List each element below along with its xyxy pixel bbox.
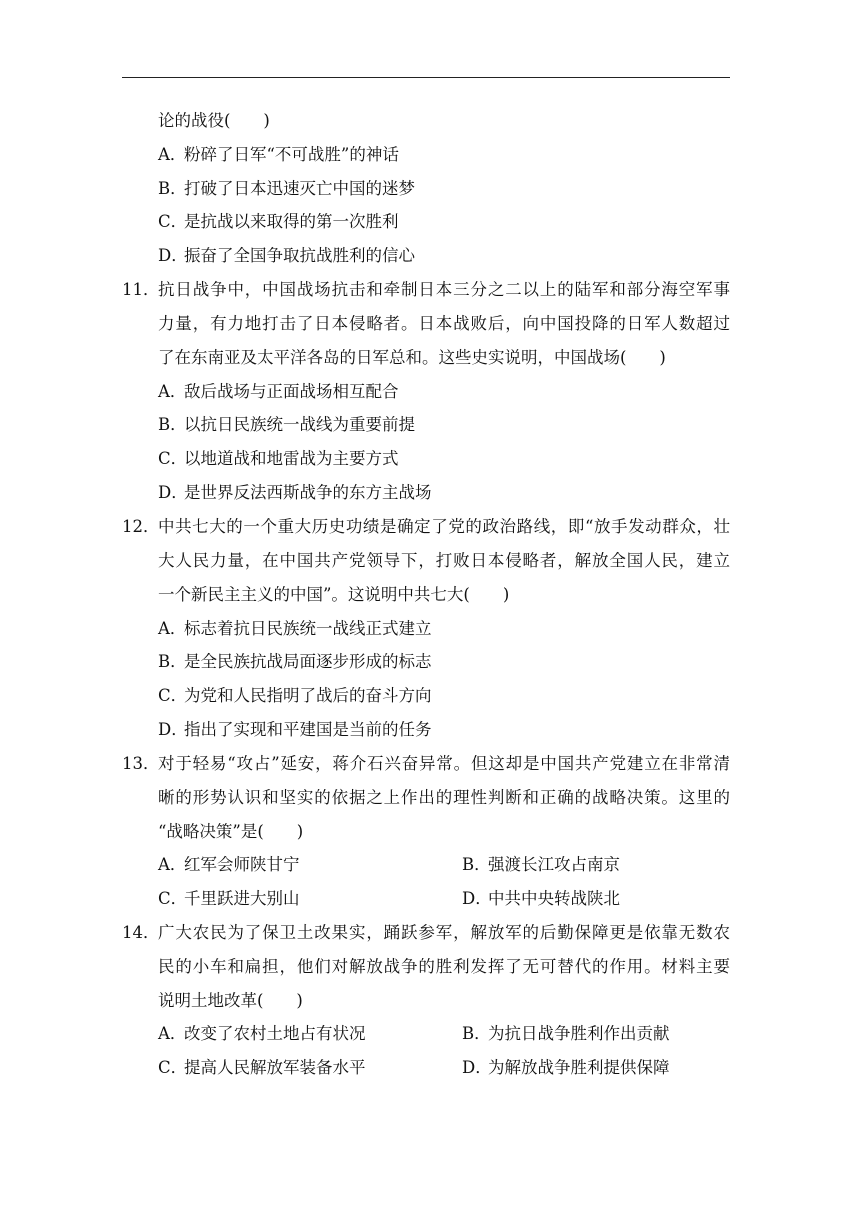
option-letter: C． (158, 686, 188, 705)
option-text: 打破了日本迅速灭亡中国的迷梦 (184, 179, 415, 198)
q13-option-d (462, 888, 620, 910)
q10-option-b (158, 178, 415, 200)
option-text: 以地道战和地雷战为主要方式 (184, 449, 399, 468)
option-text: 振奋了全国争取抗战胜利的信心 (184, 246, 415, 265)
q14-option-c (158, 1057, 366, 1079)
option-letter: A． (158, 1024, 187, 1043)
option-letter: A． (158, 382, 187, 401)
option-text: 以抗日民族统一战线为重要前提 (184, 415, 415, 434)
q13-option-a (158, 854, 300, 876)
option-text: 强渡长江攻占南京 (488, 855, 620, 874)
option-text: 改变了农村土地占有状况 (184, 1024, 366, 1043)
q14-option-a (158, 1023, 366, 1045)
q10-option-c (158, 211, 399, 233)
q11-option-b (158, 414, 415, 436)
q12-option-a (158, 618, 432, 640)
q11-option-c (158, 448, 399, 470)
option-letter: A． (158, 145, 187, 164)
option-letter: A． (158, 855, 187, 874)
q10-continuation: 论的战役( ) (158, 111, 270, 130)
q14-stem-line: 广大农民为了保卫土改果实，踊跃参军，解放军的后勤保障更是依靠无数农 (158, 923, 730, 942)
option-letter: B． (158, 415, 187, 434)
option-letter: A． (158, 619, 187, 638)
option-text: 粉碎了日军“不可战胜”的神话 (184, 145, 399, 164)
q10-option-d (158, 245, 415, 267)
q14-option-d (462, 1057, 670, 1079)
q13-option-b (462, 854, 620, 876)
q12-option-b (158, 651, 432, 673)
q13-stem-line: 对于轻易“攻占”延安，蒋介石兴奋异常。但这却是中国共产党建立在非常清 (158, 754, 730, 773)
q13-number: 13． (122, 754, 160, 773)
q10-option-a (158, 144, 399, 166)
q12-stem-line: 中共七大的一个重大历史功绩是确定了党的政治路线，即“放手发动群众，壮 (158, 517, 730, 536)
option-letter: C． (158, 889, 188, 908)
option-letter: D． (158, 483, 188, 502)
option-letter: C． (158, 212, 188, 231)
option-text: 标志着抗日民族统一战线正式建立 (184, 619, 432, 638)
q13-stem-line: “战略决策”是( ) (158, 822, 304, 841)
q14-stem-line: 民的小车和扁担，他们对解放战争的胜利发挥了无可替代的作用。材料主要 (158, 957, 730, 976)
option-text: 是全民族抗战局面逐步形成的标志 (184, 652, 432, 671)
q14-number: 14． (122, 923, 160, 942)
q11-stem-line: 抗日战争中，中国战场抗击和牵制日本三分之二以上的陆军和部分海空军事 (158, 280, 730, 299)
option-text: 是世界反法西斯战争的东方主战场 (184, 483, 432, 502)
option-letter: D． (158, 246, 188, 265)
option-text: 为抗日战争胜利作出贡献 (488, 1024, 670, 1043)
option-letter: B． (158, 179, 187, 198)
q12-stem-line: 大人民力量，在中国共产党领导下，打败日本侵略者，解放全国人民，建立 (158, 551, 730, 570)
q11-option-a (158, 381, 399, 403)
option-text: 中共中央转战陕北 (488, 889, 620, 908)
option-letter: B． (158, 652, 187, 671)
option-letter: B． (462, 855, 491, 874)
option-text: 为党和人民指明了战后的奋斗方向 (184, 686, 432, 705)
q12-number: 12． (122, 517, 160, 536)
q12-option-d (158, 719, 432, 741)
option-text: 指出了实现和平建国是当前的任务 (184, 720, 432, 739)
option-letter: D． (158, 720, 188, 739)
q14-option-b (462, 1023, 670, 1045)
option-text: 为解放战争胜利提供保障 (488, 1058, 670, 1077)
option-text: 敌后战场与正面战场相互配合 (184, 382, 399, 401)
q12-option-c (158, 685, 432, 707)
q11-option-d (158, 482, 432, 504)
option-letter: D． (462, 1058, 492, 1077)
q12-stem-line: 一个新民主主义的中国”。这说明中共七大( ) (158, 585, 510, 604)
q11-stem-line: 力量，有力地打击了日本侵略者。日本战败后，向中国投降的日军人数超过 (158, 314, 730, 333)
option-letter: C． (158, 449, 188, 468)
option-text: 提高人民解放军装备水平 (184, 1058, 366, 1077)
q13-stem-line: 晰的形势认识和坚实的依据之上作出的理性判断和正确的战略决策。这里的 (158, 788, 730, 807)
option-letter: D． (462, 889, 492, 908)
option-text: 是抗战以来取得的第一次胜利 (184, 212, 399, 231)
option-letter: B． (462, 1024, 491, 1043)
option-text: 红军会师陕甘宁 (184, 855, 300, 874)
q13-option-c (158, 888, 300, 910)
q14-stem-line: 说明土地改革( ) (158, 991, 303, 1010)
option-letter: C． (158, 1058, 188, 1077)
q11-number: 11． (122, 280, 160, 299)
q11-stem-line: 了在东南亚及太平洋各岛的日军总和。这些史实说明，中国战场( ) (158, 348, 666, 367)
option-text: 千里跃进大别山 (184, 889, 300, 908)
